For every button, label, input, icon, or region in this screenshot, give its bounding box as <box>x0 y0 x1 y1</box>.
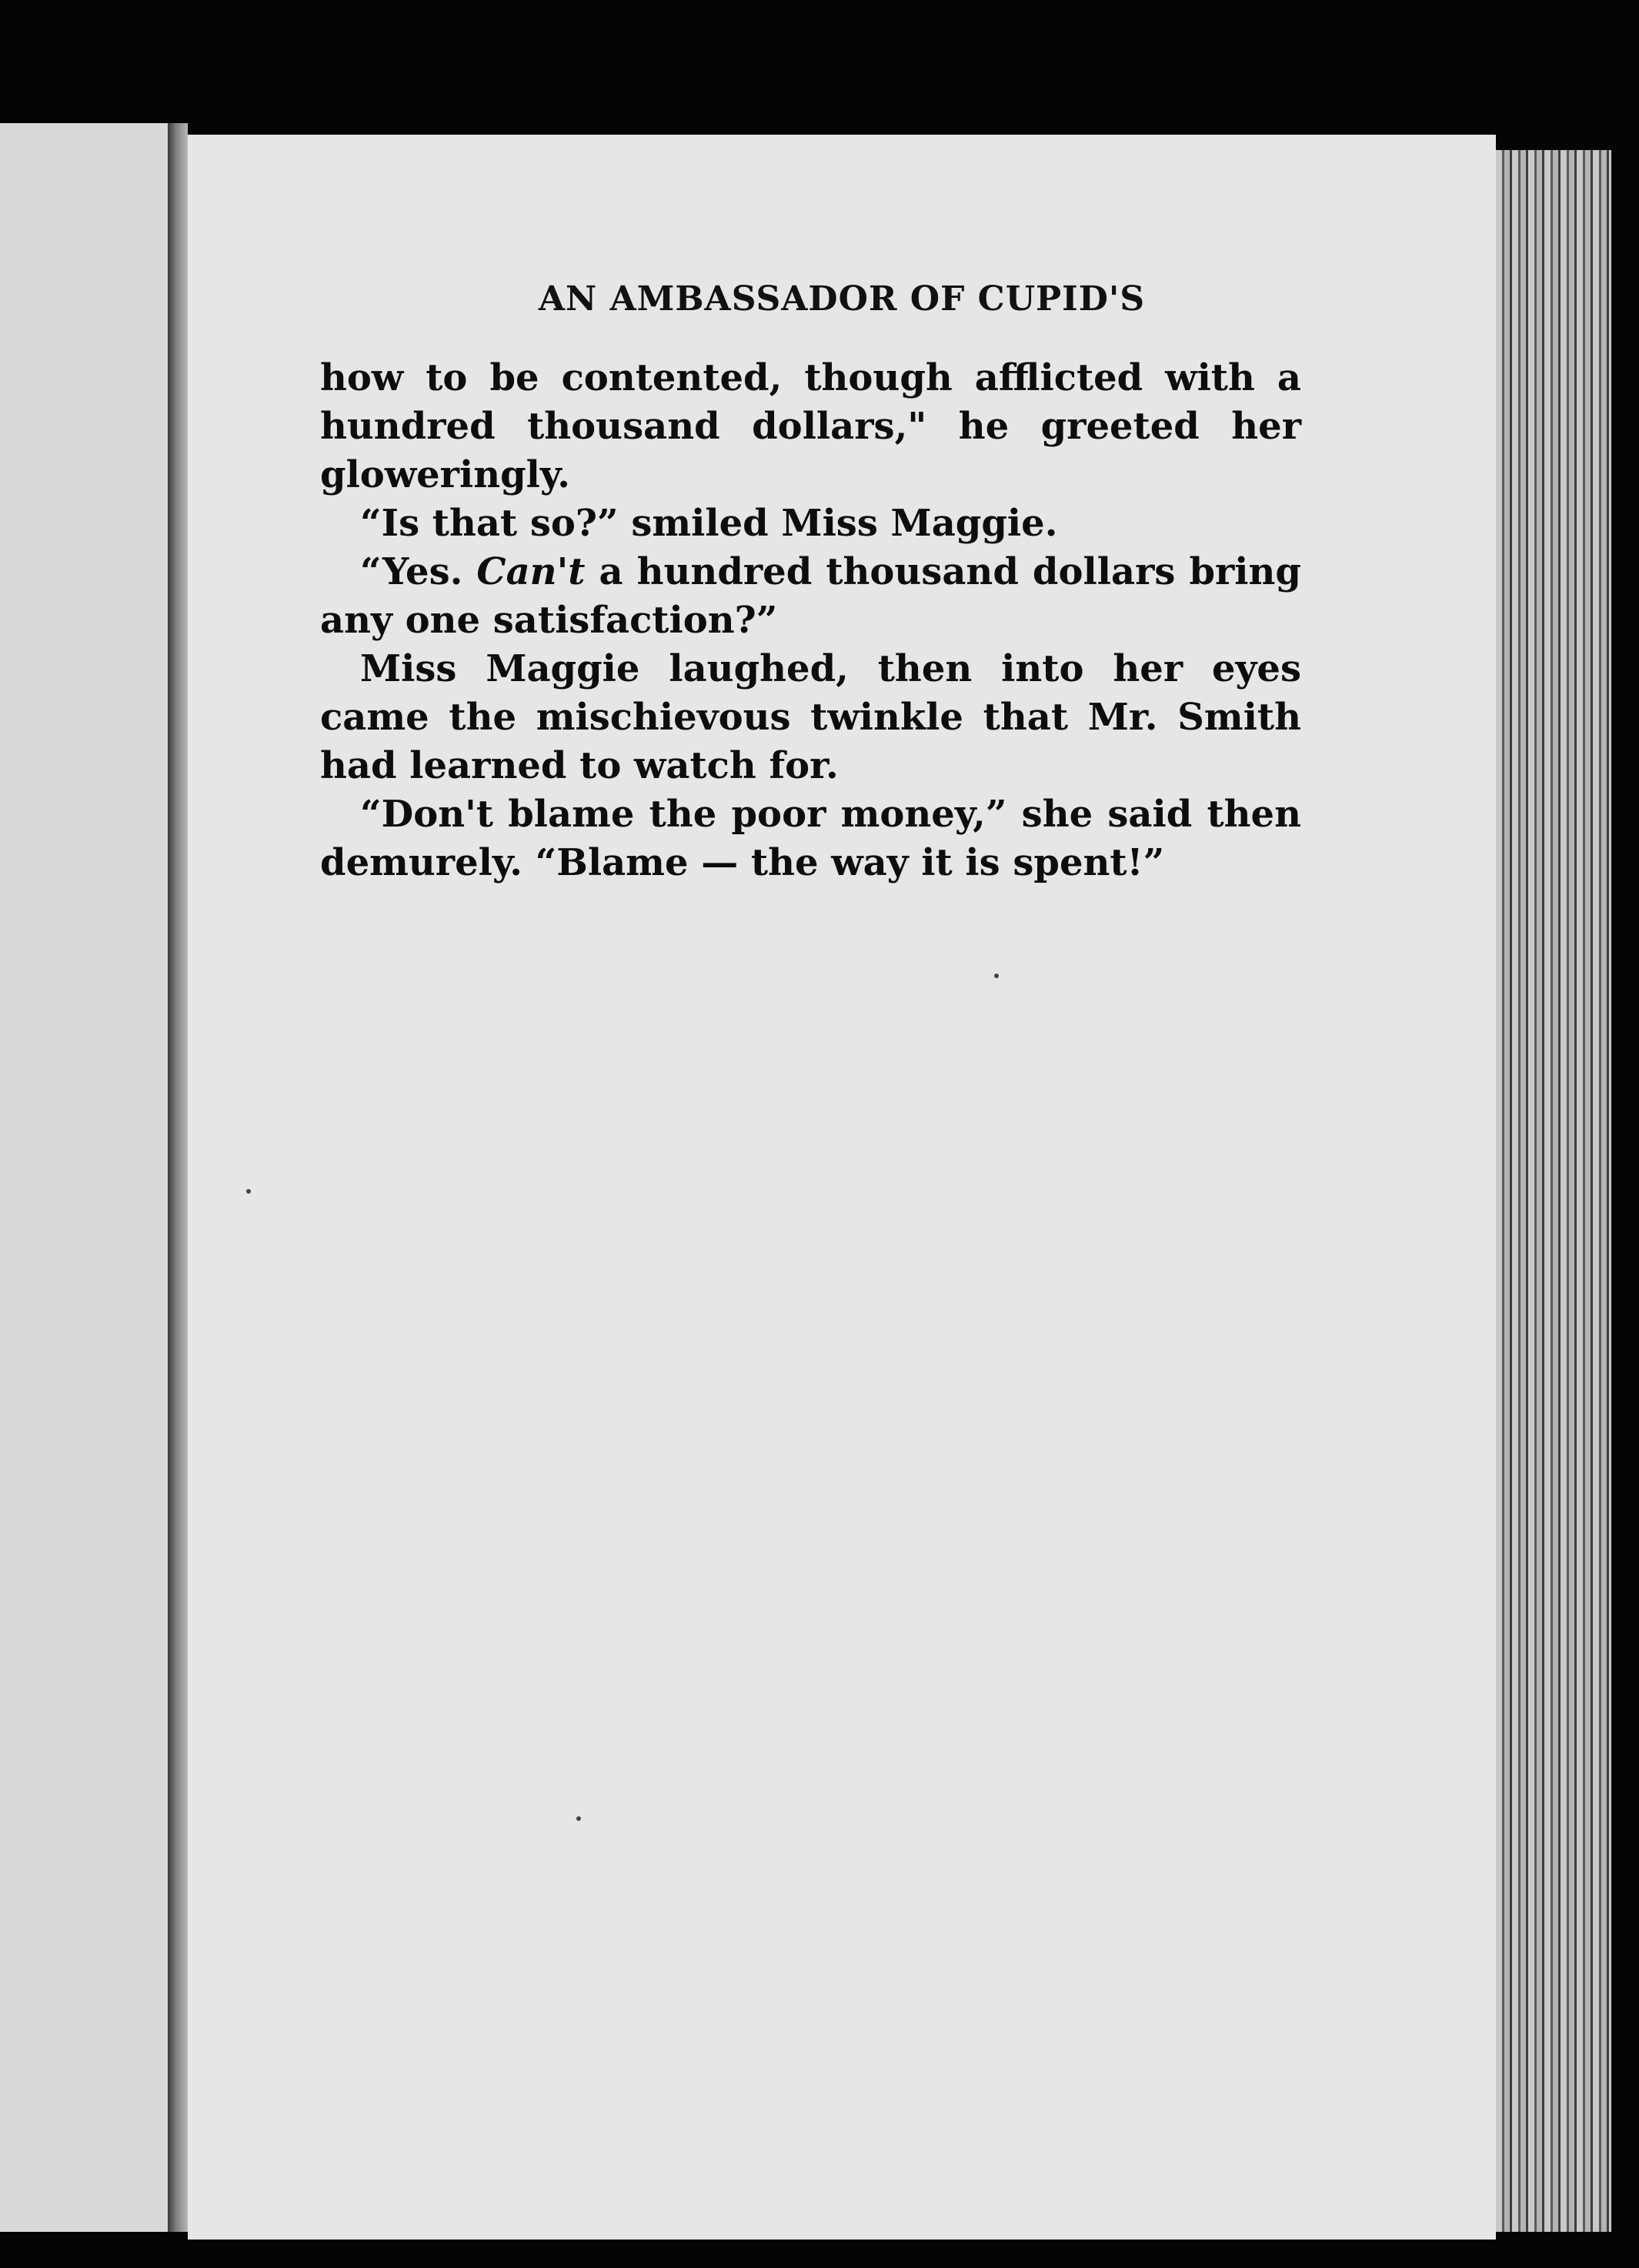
page-edges <box>1496 150 1611 2232</box>
book-gutter <box>168 123 188 2232</box>
scan-speck <box>246 1189 251 1194</box>
left-facing-page <box>0 123 172 2232</box>
paragraph: “Don't blame the poor money,” she said then demurely. “Blame — the way it is spent!” <box>320 793 1301 884</box>
scan-speck <box>576 1816 581 1821</box>
paragraph: “Is that so?” smiled Miss Maggie. <box>360 502 1058 545</box>
paragraph-text: “Yes. <box>360 550 477 593</box>
emphasized-word: Can't <box>476 550 586 593</box>
book-page <box>188 135 1496 2240</box>
paragraph: Miss Maggie laughed, then into her eyes came the mischievous twinkle that Mr. Smith had learned to watch for. <box>320 647 1301 787</box>
paragraph <box>320 548 1301 645</box>
body-text <box>320 354 1301 887</box>
running-head: AN AMBASSADOR OF CUPID'S <box>538 279 1146 319</box>
paragraph: how to be contented, though afflicted with a hundred thousand dollars," he greeted her gloweringly. <box>320 356 1301 496</box>
scan-speck <box>994 974 999 978</box>
paragraph-text: a hundred thousand dollars bring any one satisfaction?” <box>320 550 1301 642</box>
